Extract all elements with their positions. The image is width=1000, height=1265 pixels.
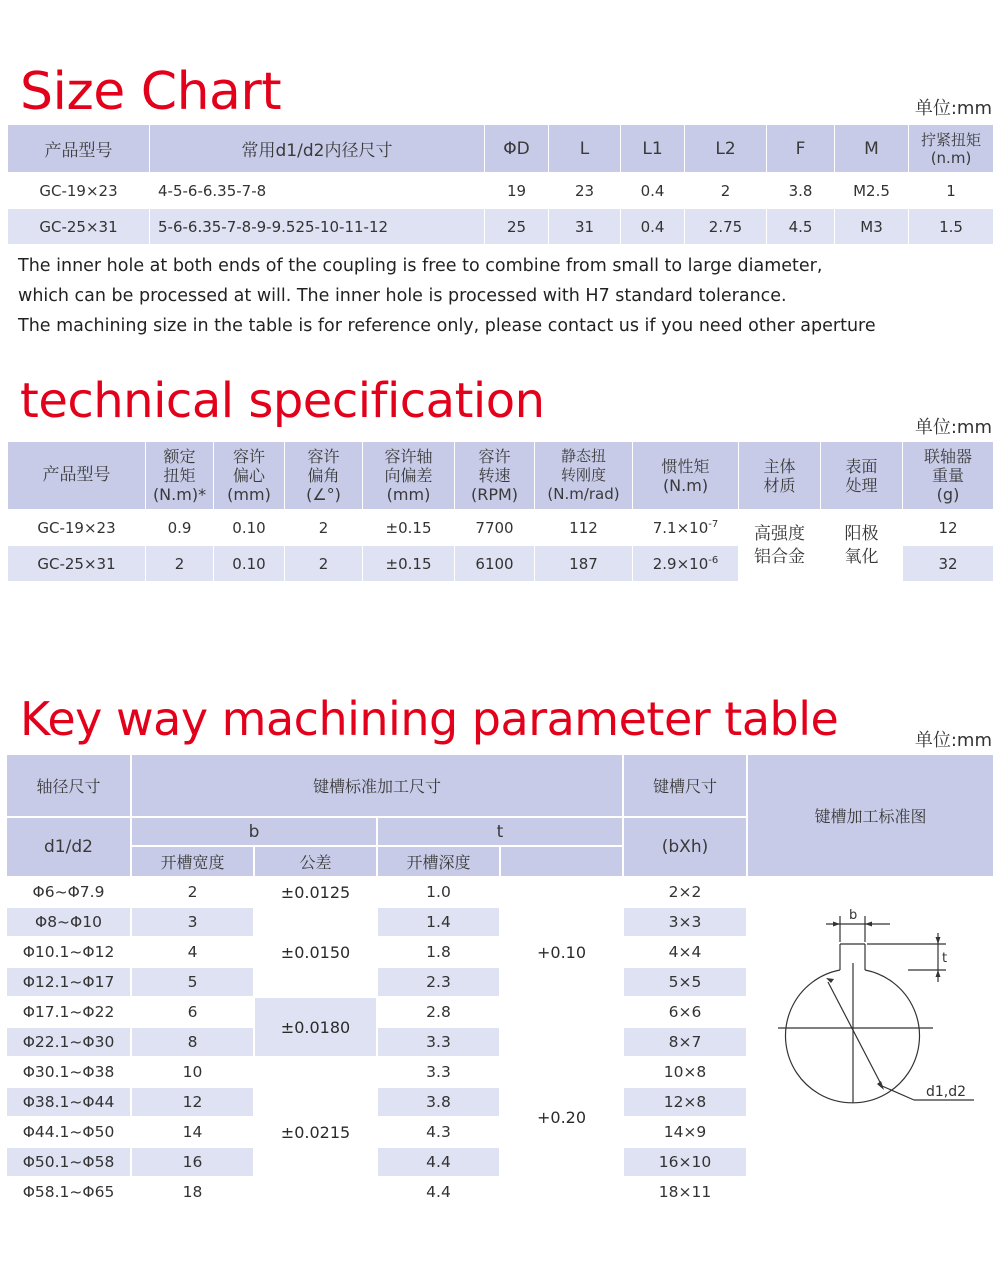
kw-diagram-cell xyxy=(748,878,993,1207)
kw-cell-depth xyxy=(378,1028,499,1056)
kw-cell-text: Φ6~Φ7.9 xyxy=(32,883,105,901)
kw-cell-text: 12×8 xyxy=(663,1093,707,1111)
kw-cell-text: 2 xyxy=(187,883,198,901)
kw-h-d xyxy=(7,818,130,876)
kw-cell-text: 14×9 xyxy=(663,1123,707,1141)
kw-cell-text: 4 xyxy=(187,943,198,961)
kw-tol-1 xyxy=(255,878,376,906)
kw-tol-3-label: ±0.0180 xyxy=(280,1017,351,1037)
kw-cell-text: Φ50.1~Φ58 xyxy=(22,1153,115,1171)
spec-col-angle: 容许 偏角 (∠°) xyxy=(285,442,363,510)
spec-cell: ±0.15 xyxy=(363,546,455,582)
kw-h-b xyxy=(132,818,376,845)
spec-cell: 2 xyxy=(146,546,214,582)
kw-cell-d xyxy=(7,1058,130,1086)
diagram-label-b: b xyxy=(849,908,858,923)
kw-cell-text: 12 xyxy=(182,1093,203,1111)
spec-col-weight: 联轴器 重量 (g) xyxy=(903,442,994,510)
spec-cell: 2 xyxy=(285,510,363,546)
kw-cell-text: 16 xyxy=(182,1153,203,1171)
kw-cell-depth xyxy=(378,968,499,996)
size-col-l1: L1 xyxy=(621,125,685,173)
kw-cell-text: 3.8 xyxy=(426,1093,451,1111)
kw-cell-d xyxy=(7,1178,130,1206)
kw-cell-text: Φ38.1~Φ44 xyxy=(22,1093,115,1111)
kw-cell-text: 2.3 xyxy=(426,973,451,991)
tech-spec-header-row xyxy=(8,442,994,510)
spec-col-model: 产品型号 xyxy=(8,442,146,510)
kw-cell-d xyxy=(7,908,130,936)
size-col-m: M xyxy=(835,125,909,173)
spec-cell-material: 高强度 铝合金 xyxy=(739,510,821,582)
spec-cell: 0.9 xyxy=(146,510,214,546)
size-chart-table xyxy=(7,124,994,245)
kw-cell-text: 10 xyxy=(182,1063,203,1081)
spec-cell: 0.10 xyxy=(214,546,285,582)
kw-cell-slot xyxy=(624,1058,746,1086)
kw-cell-w xyxy=(132,1028,253,1056)
kw-cell-text: 3.3 xyxy=(426,1033,451,1051)
kw-cell-slot xyxy=(624,1088,746,1116)
kw-h-std-label: 键槽标准加工尺寸 xyxy=(312,777,441,796)
kw-cell-slot xyxy=(624,1148,746,1176)
kw-cell-text: 18 xyxy=(182,1183,203,1201)
size-cell: M2.5 xyxy=(835,173,909,209)
size-chart-title: Size Chart xyxy=(20,62,282,122)
size-cell: 0.4 xyxy=(621,209,685,245)
kw-cell-text: 1.0 xyxy=(426,883,451,901)
kw-cell-d xyxy=(7,968,130,996)
size-cell: 0.4 xyxy=(621,173,685,209)
kw-cell-text: Φ22.1~Φ30 xyxy=(22,1033,115,1051)
kw-cell-text: Φ58.1~Φ65 xyxy=(22,1183,115,1201)
size-cell: GC-25×31 xyxy=(8,209,150,245)
kw-tol-2 xyxy=(255,908,376,996)
inertia-base: 2.9×10 xyxy=(652,554,709,573)
size-cell: 5-6-6.35-7-8-9-9.525-10-11-12 xyxy=(150,209,485,245)
kw-tol-1-label: ±0.0125 xyxy=(280,882,351,902)
keyway-unit: 单位:mm xyxy=(914,730,992,751)
kw-cell-w xyxy=(132,968,253,996)
spec-cell: 6100 xyxy=(455,546,535,582)
spec-cell-surface: 阳极 氧化 xyxy=(821,510,903,582)
kw-cell-d xyxy=(7,998,130,1026)
spec-cell-inertia xyxy=(633,546,739,582)
spec-cell: 187 xyxy=(535,546,633,582)
kw-cell-text: 4.4 xyxy=(426,1153,451,1171)
kw-cell-text: 16×10 xyxy=(658,1153,712,1171)
kw-cell-text: 4.3 xyxy=(426,1123,451,1141)
kw-cell-text: 4×4 xyxy=(668,943,702,961)
kw-cell-text: 4.4 xyxy=(426,1183,451,1201)
size-cell: 2.75 xyxy=(685,209,767,245)
spec-col-axial: 容许轴 向偏差 (mm) xyxy=(363,442,455,510)
size-note-1: The inner hole at both ends of the coupling is free to combine from small to large diameter, xyxy=(18,256,823,276)
size-cell: 25 xyxy=(485,209,549,245)
kw-h-std xyxy=(132,755,622,816)
size-cell: 2 xyxy=(685,173,767,209)
size-chart-unit: 单位:mm xyxy=(914,98,992,119)
kw-ttol-2-label: +0.20 xyxy=(536,1108,587,1127)
kw-h-slot xyxy=(624,755,746,816)
kw-h-tol xyxy=(255,847,376,876)
kw-cell-text: 6 xyxy=(187,1003,198,1021)
kw-h-bxh xyxy=(624,818,746,876)
spec-cell-inertia xyxy=(633,510,739,546)
kw-cell-d xyxy=(7,1118,130,1146)
kw-cell-slot xyxy=(624,1178,746,1206)
spec-cell: 7700 xyxy=(455,510,535,546)
kw-cell-depth xyxy=(378,878,499,906)
tech-spec-table xyxy=(7,441,994,582)
keyway-grid xyxy=(7,755,993,1210)
size-col-od: ΦD xyxy=(485,125,549,173)
kw-h-slot-label: 键槽尺寸 xyxy=(652,777,717,796)
kw-h-shaft xyxy=(7,755,130,816)
kw-ttol-1-label: +0.10 xyxy=(536,942,587,962)
kw-tol-4 xyxy=(255,1058,376,1207)
kw-cell-text: Φ10.1~Φ12 xyxy=(22,943,115,961)
kw-tol-3 xyxy=(255,998,376,1056)
keyway-title: Key way machining parameter table xyxy=(20,692,839,746)
kw-cell-text: 2×2 xyxy=(668,883,702,901)
kw-cell-w xyxy=(132,908,253,936)
kw-cell-w xyxy=(132,1058,253,1086)
kw-ttol-1 xyxy=(501,878,622,1026)
kw-cell-text: 1.8 xyxy=(426,943,451,961)
kw-cell-d xyxy=(7,1088,130,1116)
kw-cell-d xyxy=(7,1148,130,1176)
size-cell: 23 xyxy=(549,173,621,209)
spec-col-stiffness: 静态扭 转刚度 (N.m/rad) xyxy=(535,442,633,510)
size-cell: M3 xyxy=(835,209,909,245)
spec-cell: 32 xyxy=(903,546,994,582)
kw-cell-slot xyxy=(624,908,746,936)
kw-cell-w xyxy=(132,878,253,906)
kw-h-depth-label: 开槽深度 xyxy=(406,853,471,872)
kw-h-diagram xyxy=(748,755,993,876)
kw-cell-slot xyxy=(624,938,746,966)
kw-cell-depth xyxy=(378,1178,499,1206)
kw-h-d-label: d1/d2 xyxy=(44,837,93,857)
tech-spec-unit: 单位:mm xyxy=(914,417,992,438)
kw-cell-text: Φ17.1~Φ22 xyxy=(22,1003,115,1021)
kw-h-tol-label: 公差 xyxy=(299,853,332,872)
kw-cell-text: 8 xyxy=(187,1033,198,1051)
kw-ttol-2 xyxy=(501,1028,622,1207)
kw-cell-text: Φ44.1~Φ50 xyxy=(22,1123,115,1141)
kw-cell-slot xyxy=(624,878,746,906)
inertia-base: 7.1×10 xyxy=(652,518,709,537)
size-note-3: The machining size in the table is for reference only, please contact us if you need other aperture xyxy=(18,316,876,336)
kw-cell-text: 8×7 xyxy=(668,1033,702,1051)
table-row xyxy=(8,173,994,209)
size-note-2: which can be processed at will. The inner hole is processed with H7 standard tolerance. xyxy=(18,286,787,306)
diagram-label-t: t xyxy=(942,951,948,966)
size-col-bore: 常用d1/d2内径尺寸 xyxy=(150,125,485,173)
kw-cell-w xyxy=(132,998,253,1026)
size-cell: 1 xyxy=(909,173,994,209)
spec-col-surface: 表面 处理 xyxy=(821,442,903,510)
size-cell: 3.8 xyxy=(767,173,835,209)
kw-cell-depth xyxy=(378,1058,499,1086)
kw-cell-text: 6×6 xyxy=(668,1003,702,1021)
kw-tol-2-label: ±0.0150 xyxy=(280,942,351,962)
kw-cell-d xyxy=(7,878,130,906)
size-col-model: 产品型号 xyxy=(8,125,150,173)
kw-tol-4-label: ±0.0215 xyxy=(280,1123,351,1142)
spec-col-torque: 额定 扭矩 (N.m)* xyxy=(146,442,214,510)
kw-cell-text: 3 xyxy=(187,913,198,931)
spec-col-rpm: 容许 转速 (RPM) xyxy=(455,442,535,510)
kw-h-diagram-label: 键槽加工标准图 xyxy=(814,807,927,826)
kw-cell-text: 1.4 xyxy=(426,913,451,931)
size-cell: 31 xyxy=(549,209,621,245)
kw-h-bxh-label: (bXh) xyxy=(661,837,709,857)
kw-cell-text: 10×8 xyxy=(663,1063,707,1081)
kw-cell-text: 5 xyxy=(187,973,198,991)
kw-cell-w xyxy=(132,1178,253,1206)
kw-cell-depth xyxy=(378,1088,499,1116)
kw-cell-slot xyxy=(624,968,746,996)
kw-cell-w xyxy=(132,1088,253,1116)
kw-cell-d xyxy=(7,938,130,966)
size-col-f: F xyxy=(767,125,835,173)
kw-cell-text: 5×5 xyxy=(668,973,702,991)
size-col-l2: L2 xyxy=(685,125,767,173)
kw-h-t-label: t xyxy=(496,821,504,842)
size-cell: 19 xyxy=(485,173,549,209)
spec-cell: GC-19×23 xyxy=(8,510,146,546)
kw-cell-text: 3×3 xyxy=(668,913,702,931)
table-row xyxy=(8,510,994,546)
kw-cell-slot xyxy=(624,998,746,1026)
inertia-exponent: -7 xyxy=(708,518,719,530)
kw-h-width-label: 开槽宽度 xyxy=(160,853,225,872)
kw-h-blank xyxy=(501,847,622,876)
kw-cell-depth xyxy=(378,938,499,966)
diagram-label-d: d1,d2 xyxy=(926,1084,967,1100)
kw-cell-w xyxy=(132,1148,253,1176)
size-chart-header-row xyxy=(8,125,994,173)
table-row xyxy=(8,209,994,245)
size-cell: 1.5 xyxy=(909,209,994,245)
kw-cell-text: 14 xyxy=(182,1123,203,1141)
kw-h-b-label: b xyxy=(248,821,260,842)
kw-cell-w xyxy=(132,1118,253,1146)
kw-cell-slot xyxy=(624,1028,746,1056)
kw-cell-depth xyxy=(378,1118,499,1146)
kw-cell-text: 3.3 xyxy=(426,1063,451,1081)
kw-cell-text: 2.8 xyxy=(426,1003,451,1021)
kw-h-depth xyxy=(378,847,499,876)
spec-cell: GC-25×31 xyxy=(8,546,146,582)
spec-cell: 12 xyxy=(903,510,994,546)
kw-cell-d xyxy=(7,1028,130,1056)
spec-cell: ±0.15 xyxy=(363,510,455,546)
tech-spec-title: technical specification xyxy=(20,373,545,429)
kw-h-shaft-label: 轴径尺寸 xyxy=(36,777,101,796)
kw-cell-text: Φ12.1~Φ17 xyxy=(22,973,115,991)
size-col-torque: 拧紧扭矩 (n.m) xyxy=(909,125,994,173)
size-cell: 4-5-6-6.35-7-8 xyxy=(150,173,485,209)
kw-cell-text: 18×11 xyxy=(658,1183,712,1201)
kw-cell-depth xyxy=(378,998,499,1026)
kw-cell-text: Φ30.1~Φ38 xyxy=(22,1063,115,1081)
spec-cell: 2 xyxy=(285,546,363,582)
keyway-diagram xyxy=(748,878,993,1207)
kw-h-t xyxy=(378,818,622,845)
size-cell: 4.5 xyxy=(767,209,835,245)
spec-col-ecc: 容许 偏心 (mm) xyxy=(214,442,285,510)
kw-h-width xyxy=(132,847,253,876)
size-col-l: L xyxy=(549,125,621,173)
size-cell: GC-19×23 xyxy=(8,173,150,209)
spec-col-inertia: 惯性矩 (N.m) xyxy=(633,442,739,510)
kw-cell-depth xyxy=(378,1148,499,1176)
spec-col-material: 主体 材质 xyxy=(739,442,821,510)
kw-cell-text: Φ8~Φ10 xyxy=(35,913,102,931)
spec-cell: 112 xyxy=(535,510,633,546)
kw-cell-slot xyxy=(624,1118,746,1146)
kw-cell-w xyxy=(132,938,253,966)
inertia-exponent: -6 xyxy=(708,554,719,566)
spec-cell: 0.10 xyxy=(214,510,285,546)
kw-cell-depth xyxy=(378,908,499,936)
